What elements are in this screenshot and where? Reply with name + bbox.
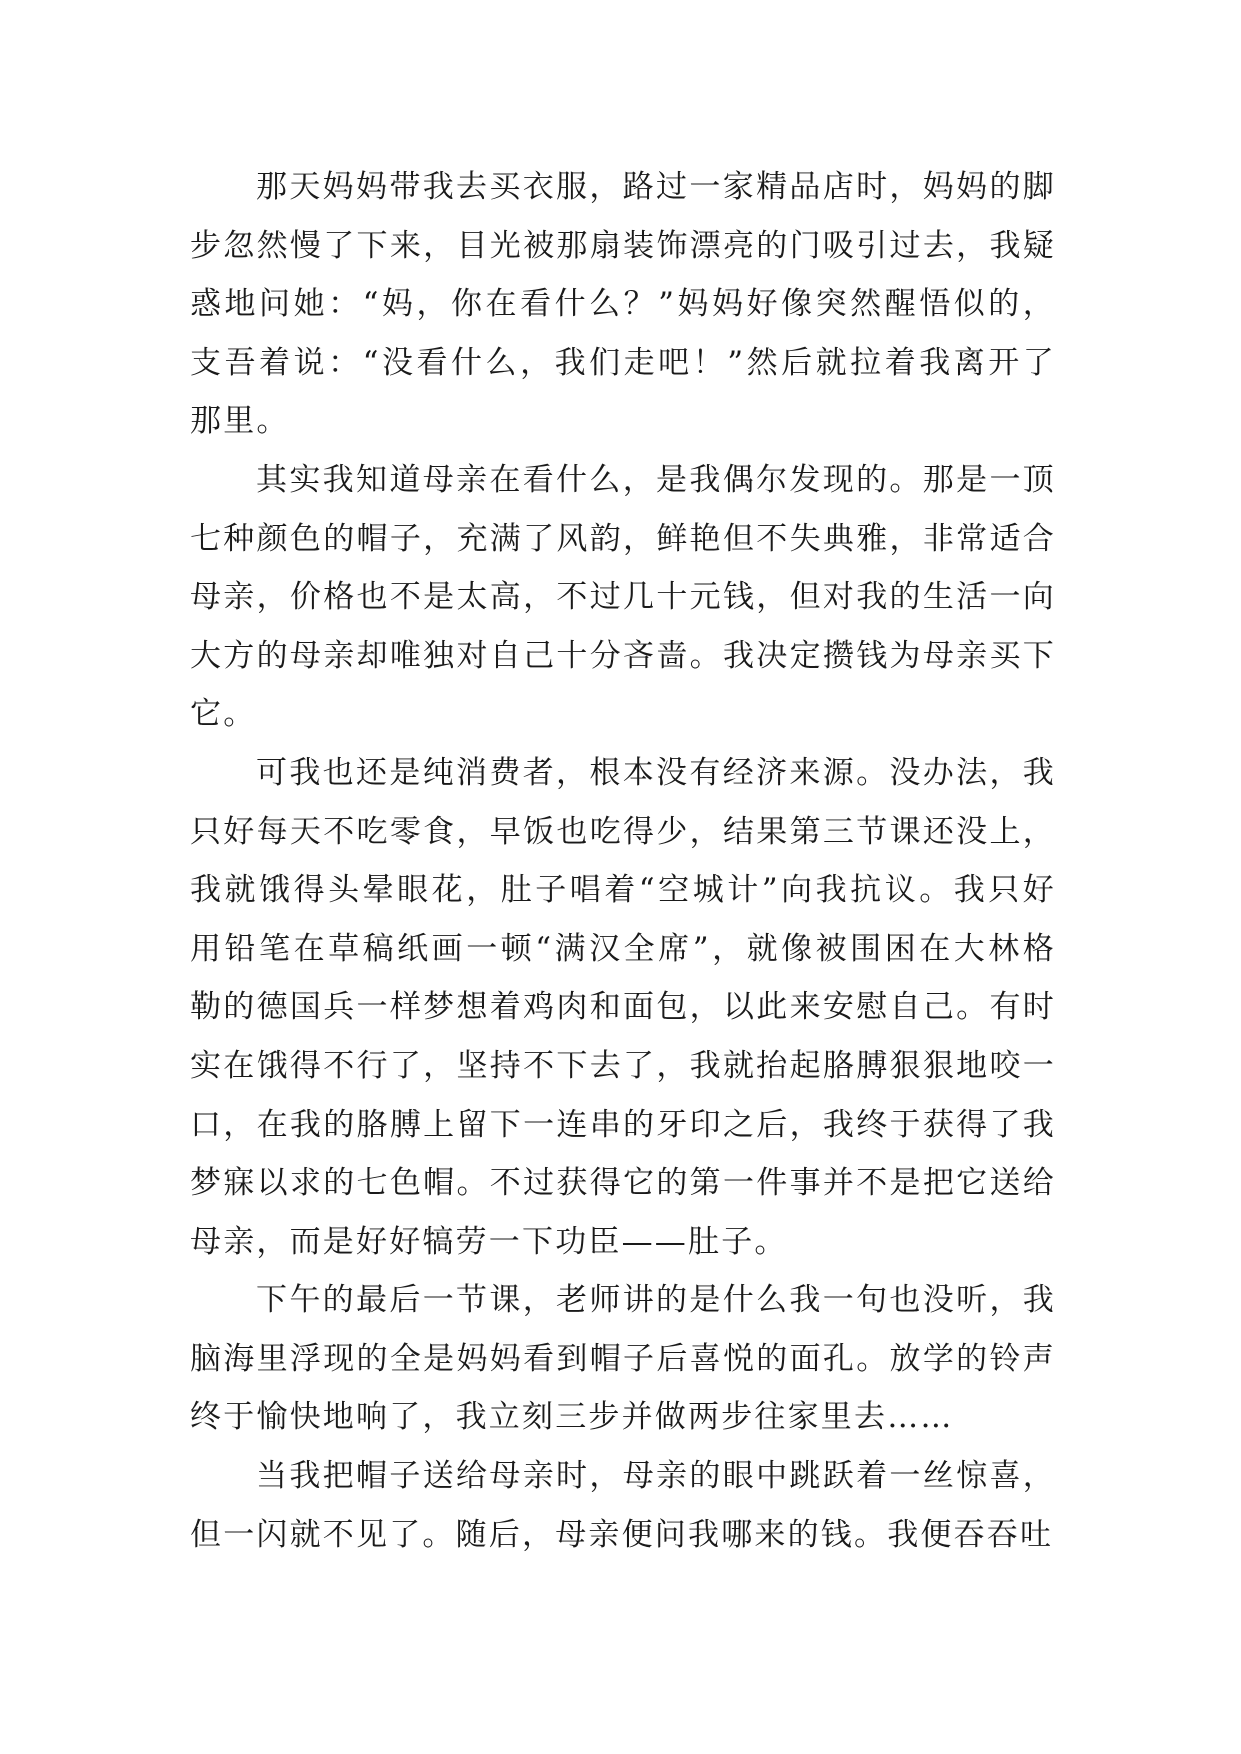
body-text bbox=[190, 158, 1056, 1564]
paragraph-4: 下午的最后一节课，老师讲的是什么我一句也没听，我脑海里浮现的全是妈妈看到帽子后喜悦的面孔。放学的铃声终于愉快地响了，我立刻三步并做两步往家里去…… bbox=[190, 1282, 1056, 1436]
paragraph-1: 那天妈妈带我去买衣服，路过一家精品店时，妈妈的脚步忽然慢了下来，目光被那扇装饰漂亮的门吸引过去，我疑惑地问她：“妈，你在看什么？”妈妈好像突然醒悟似的，支吾着说：“没看什么，我们走吧！”然后就拉着我离开了那里。 bbox=[190, 169, 1056, 440]
paragraph-5: 当我把帽子送给母亲时，母亲的眼中跳跃着一丝惊喜，但一闪就不见了。随后，母亲便问我哪来的钱。我便吞吞吐 bbox=[190, 1458, 1056, 1553]
paragraph-2: 其实我知道母亲在看什么，是我偶尔发现的。那是一顶七种颜色的帽子，充满了风韵，鲜艳但不失典雅，非常适合母亲，价格也不是太高，不过几十元钱，但对我的生活一向大方的母亲却唯独对自己十分吝啬。我决定攒钱为母亲买下它。 bbox=[190, 461, 1056, 733]
paragraph-3: 可我也还是纯消费者，根本没有经济来源。没办法，我只好每天不吃零食，早饭也吃得少，结果第三节课还没上，我就饿得头晕眼花，肚子唱着“空城计”向我抗议。我只好用铅笔在草稿纸画一顿“满汉全席”，就像被围困在大林格勒的德国兵一样梦想着鸡肉和面包，以此来安慰自己。有时实在饿得不行了，坚持不下去了，我就抬起胳膊狠狠地咬一口，在我的胳膊上留下一连串的牙印之后，我终于获得了我梦寐以求的七色帽。不过获得它的第一件事并不是把它送给母亲，而是好好犒劳一下功臣——肚子。 bbox=[190, 754, 1056, 1260]
